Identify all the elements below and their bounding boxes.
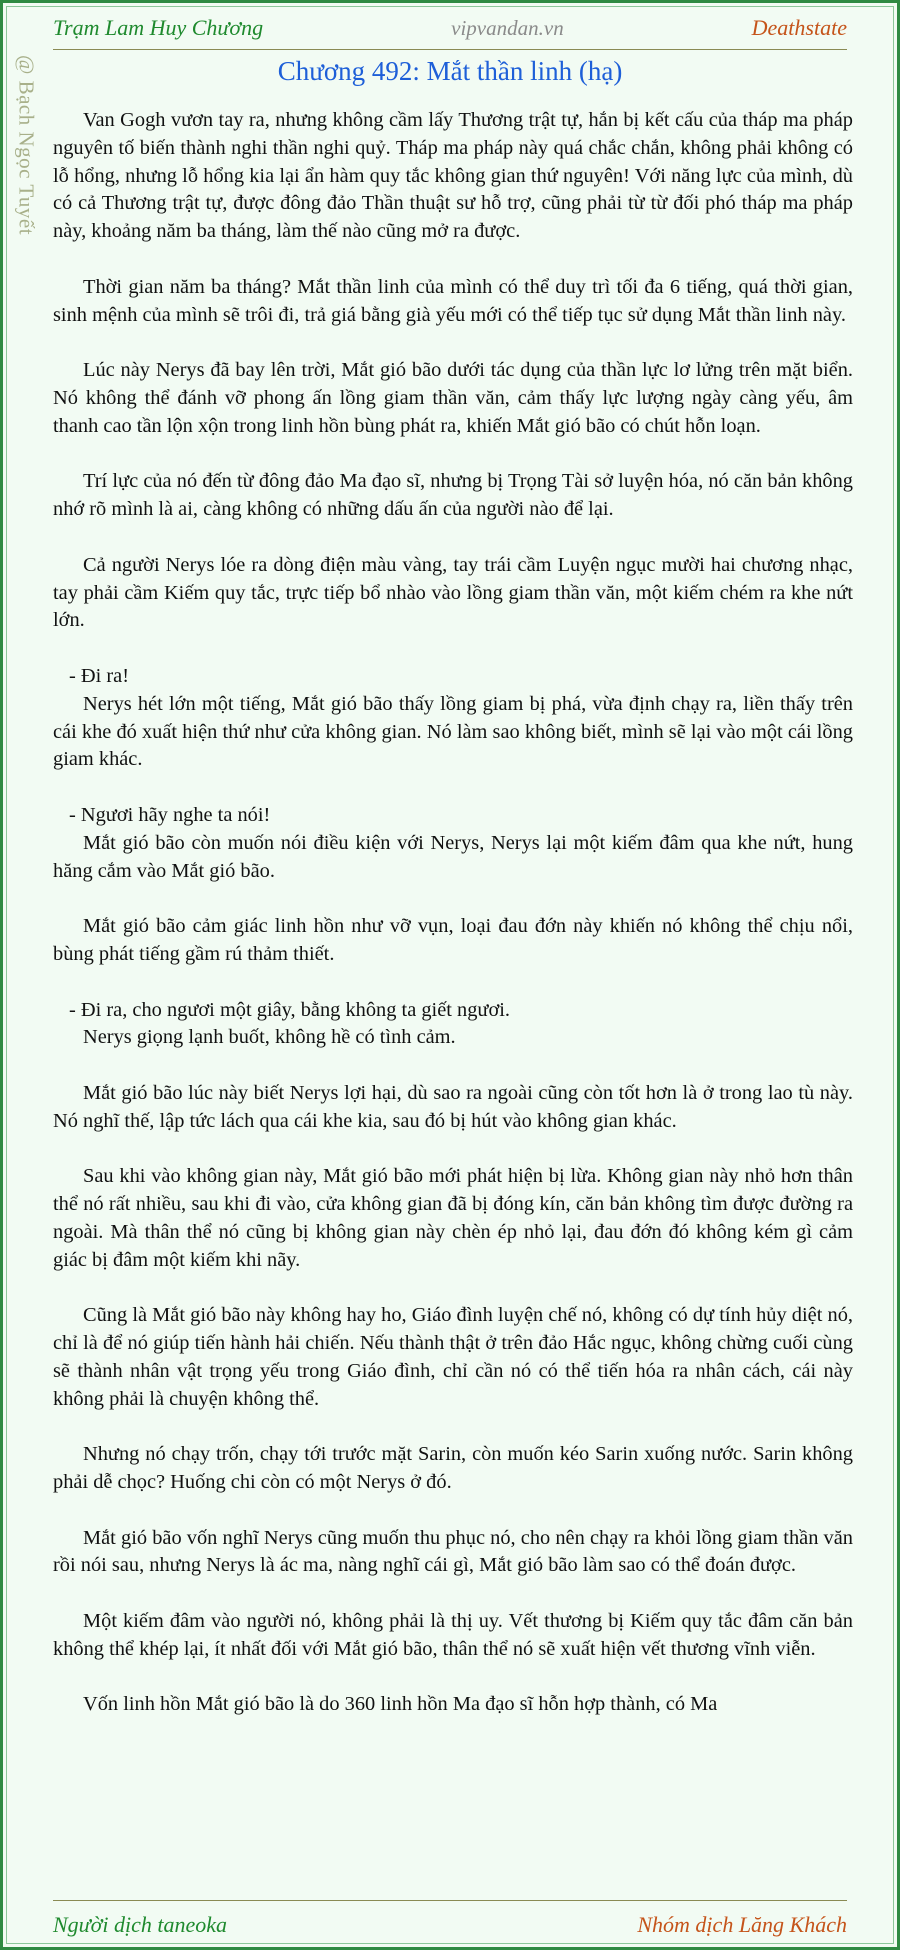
chapter-title: Chương 492: Mắt thần linh (hạ): [277, 56, 623, 86]
paragraph: Nhưng nó chạy trốn, chạy tới trước mặt Sarin, còn muốn kéo Sarin xuống nước. Sarin không phải dễ chọc? Huống chi còn có một Nerys ở đó.: [53, 1443, 853, 1494]
footer-divider: [53, 1900, 847, 1901]
page-footer: [53, 1905, 847, 1945]
paragraph: Vốn linh hồn Mắt gió bão là do 360 linh hồn Ma đạo sĩ hỗn hợp thành, có Ma: [83, 1693, 718, 1716]
paragraph: Mắt gió bão vốn nghĩ Nerys cũng muốn thu phục nó, cho nên chạy ra khỏi lồng giam thần văn rồi nói sau, nhưng Nerys là ác ma, nàng nghĩ cái gì, Mắt gió bão làm sao có thể đoán được.: [53, 1526, 853, 1577]
side-watermark-text: @ Bạch Ngọc Tuyết: [14, 55, 39, 236]
paragraph: Cả người Nerys lóe ra dòng điện màu vàng, tay trái cầm Luyện ngục mười hai chương nhạc, tay phải cầm Kiếm quy tắc, trực tiếp bổ nhào vào lồng giam thần văn, một kiếm chém ra khe nứt lớn.: [53, 553, 853, 632]
side-watermark: [11, 55, 41, 295]
header-book-title: Trạm Lam Huy Chương: [53, 15, 264, 40]
dialogue-line: - Đi ra!: [69, 664, 130, 687]
paragraph: Cũng là Mắt gió bão này không hay ho, Giáo đình luyện chế nó, không có dự tính hủy diệt nó, chỉ là để nó giúp tiến hành hải chiến. Nếu thành thật ở trên đảo Hắc ngục, không chừng cuối cùng sẽ thành nhân vật trọng yếu trong Giáo đình, chỉ cần nó có thể tiến hóa ra nhân cách, cái này không phải là chuyện không thể.: [53, 1304, 853, 1410]
paragraph: Van Gogh vươn tay ra, nhưng không cầm lấy Thương trật tự, hắn bị kết cấu của tháp ma pháp nguyên tố biến thành nghi thần nghi quỷ. Tháp ma pháp này quá chắc chắn, không phải không có lỗ hổng, nhưng lỗ hổng kia lại ẩn hàm quy tắc không gian thứ nguyên! Với năng lực của mình, dù có cả Thương trật tự, được đông đảo Thần thuật sư hỗ trợ, cũng phải từ từ đối phó tháp ma pháp này, khoảng năm ba tháng, làm thế nào cũng mở ra được.: [53, 109, 853, 243]
dialogue-line: - Ngươi hãy nghe ta nói!: [69, 803, 271, 826]
paragraph: Mắt gió bão cảm giác linh hồn như vỡ vụn, loại đau đớn này khiến nó không thể chịu nổi, bùng phát tiếng gầm rú thảm thiết.: [53, 915, 853, 965]
header-author: Deathstate: [751, 15, 847, 40]
header-site: vipvandan.vn: [451, 15, 564, 40]
paragraph: Một kiếm đâm vào người nó, không phải là thị uy. Vết thương bị Kiếm quy tắc đâm căn bản không thể khép lại, ít nhất đối với Mắt gió bão, thân thể nó sẽ xuất hiện vết thương vĩnh viễn.: [53, 1610, 853, 1660]
paragraph: Lúc này Nerys đã bay lên trời, Mắt gió bão dưới tác dụng của thần lực lơ lửng trên mặt biển. Nó không thể đánh vỡ phong ấn lồng giam thần văn, cảm thấy lực lượng ngày càng yếu, âm thanh cao tần lộn xộn trong linh hồn bùng phát ra, khiến Mắt gió bão có chút hỗn loạn.: [53, 359, 853, 437]
paragraph: Mắt gió bão còn muốn nói điều kiện với Nerys, Nerys lại một kiếm đâm qua khe nứt, hung hăng cắm vào Mắt gió bão.: [53, 831, 853, 882]
paragraph: Trí lực của nó đến từ đông đảo Ma đạo sĩ, nhưng bị Trọng Tài sở luyện hóa, nó căn bản không nhớ rõ mình là ai, càng không có những dấu ấn của người nào để lại.: [53, 470, 853, 521]
chapter-body: [53, 107, 853, 1719]
paragraph: Sau khi vào không gian này, Mắt gió bão mới phát hiện bị lừa. Không gian này nhỏ hơn thân thể nó rất nhiều, sau khi đi vào, cửa không gian đã bị đóng kín, căn bản không tìm được đường ra ngoài. Mà thân thể nó cũng bị không gian này chèn ép nhỏ lại, đau đớn đó không kém gì cảm giác bị đâm một kiếm khi nãy.: [53, 1165, 853, 1271]
dialogue-line: - Đi ra, cho ngươi một giây, bằng không ta giết ngươi.: [69, 998, 511, 1021]
page-header: [53, 9, 847, 47]
header-divider: [53, 49, 847, 50]
paragraph: Nerys giọng lạnh buốt, không hề có tình cảm.: [83, 1026, 456, 1049]
footer-translator: Người dịch taneoka: [53, 1912, 228, 1937]
paragraph: Nerys hét lớn một tiếng, Mắt gió bão thấy lồng giam bị phá, vừa định chạy ra, liền thấy trên cái khe đó xuất hiện thứ như cửa không gian. Nó làm sao không biết, mình sẽ lại vào một cái lồng giam khác.: [53, 692, 853, 771]
paragraph: Thời gian năm ba tháng? Mắt thần linh của mình có thể duy trì tối đa 6 tiếng, quá thời gian, sinh mệnh của mình sẽ trôi đi, trả giá bằng già yếu mới có thể tiếp tục sử dụng Mắt thần linh này.: [53, 275, 853, 326]
footer-group: Nhóm dịch Lăng Khách: [637, 1912, 847, 1937]
paragraph: Mắt gió bão lúc này biết Nerys lợi hại, dù sao ra ngoài cũng còn tốt hơn là ở trong lao tù này. Nó nghĩ thế, lập tức lách qua cái khe kia, sau đó bị hút vào không gian khác.: [53, 1081, 853, 1132]
